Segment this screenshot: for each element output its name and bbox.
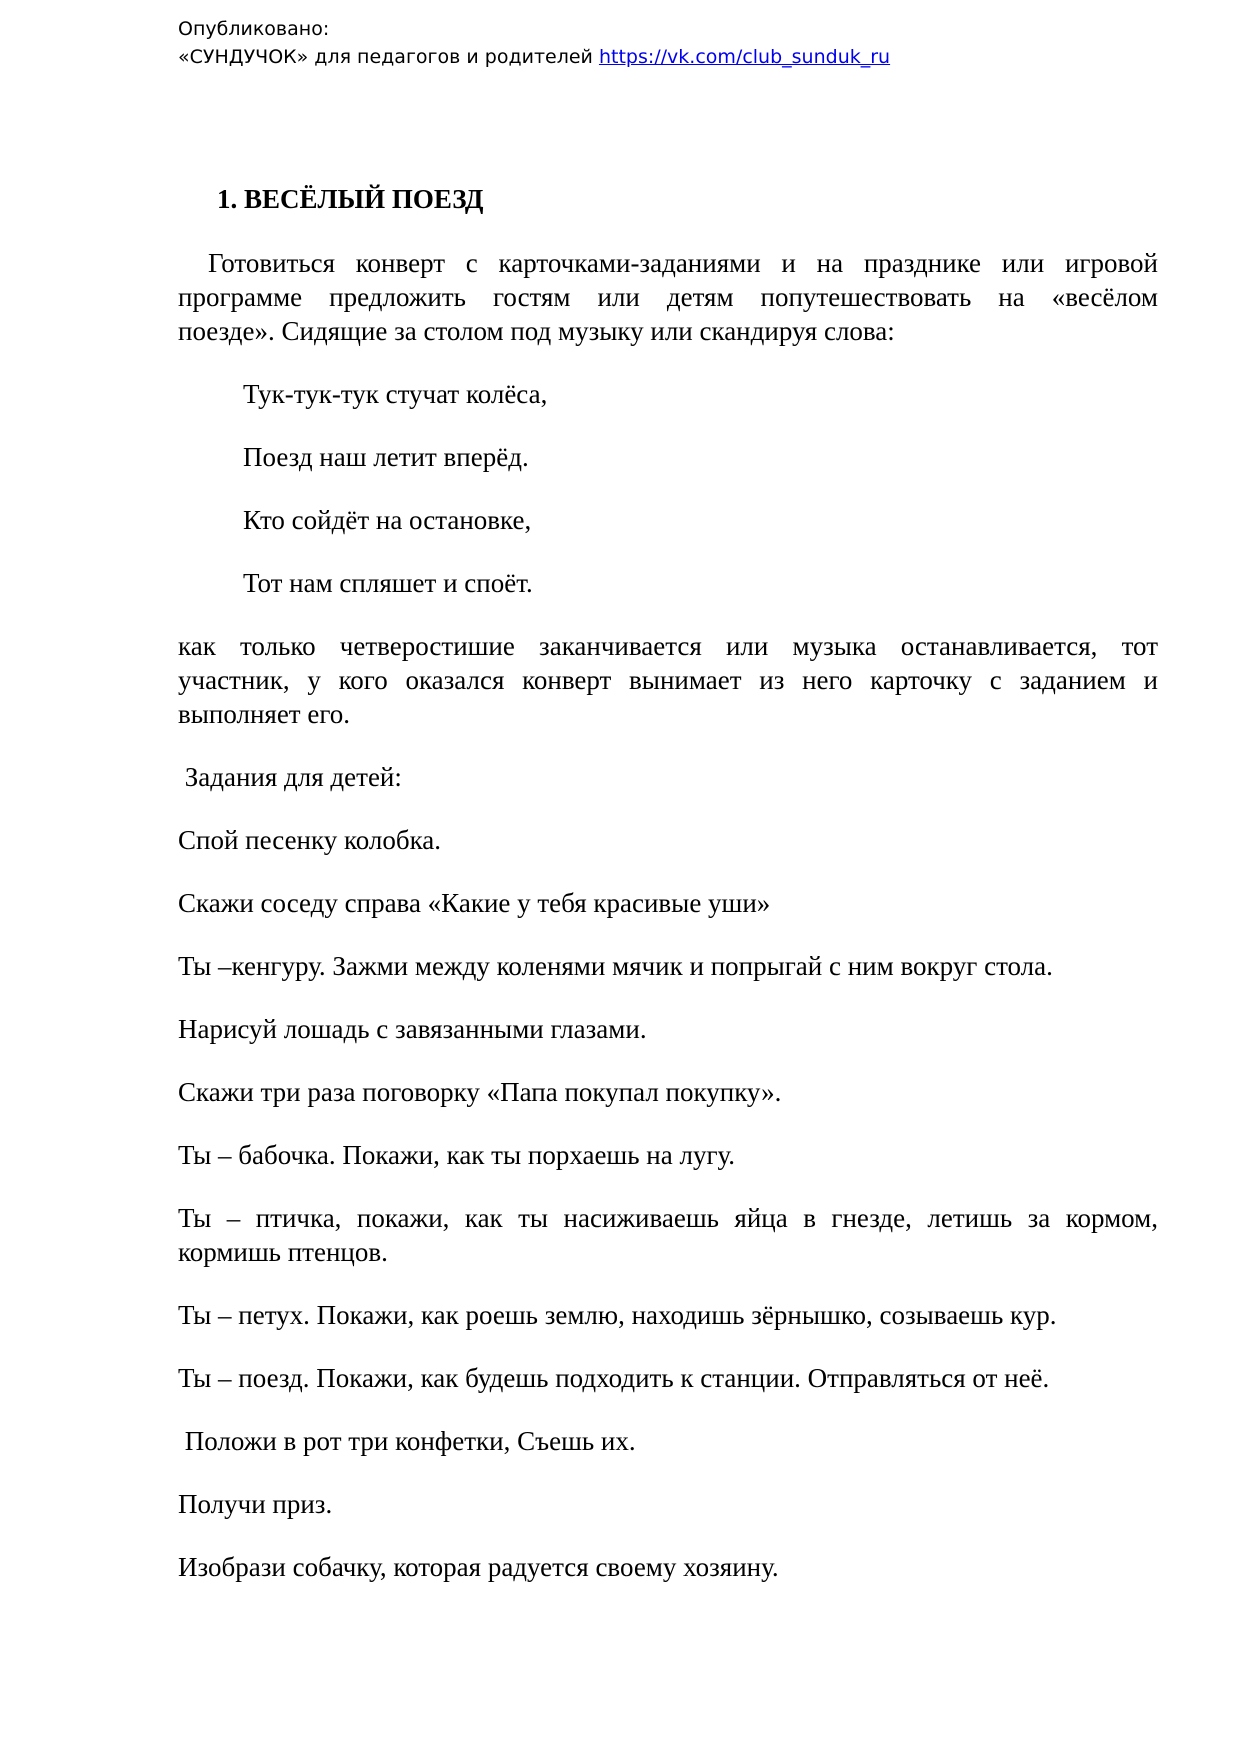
poem-line: Поезд наш летит вперёд. <box>243 442 529 472</box>
task-item: Изобрази собачку, которая радуется своему хозяину. <box>178 1552 779 1582</box>
publisher-line <box>178 43 890 71</box>
task-item: Нарисуй лошадь с завязанными глазами. <box>178 1014 647 1044</box>
task-bird-line-2: кормишь птенцов. <box>178 1237 388 1267</box>
task-item: Скажи соседу справа «Какие у тебя красивые уши» <box>178 888 771 918</box>
published-label: Опубликовано: <box>178 18 330 40</box>
task-item: Положи в рот три конфетки, Съешь их. <box>178 1426 636 1456</box>
task-item: Ты – поезд. Покажи, как будешь подходить к станции. Отправляться от неё. <box>178 1363 1050 1393</box>
poem-line: Тот нам спляшет и споёт. <box>243 568 533 598</box>
task-bird-line-1: Ты – птичка, покажи, как ты насиживаешь яйца в гнезде, летишь за кормом, <box>178 1203 1158 1233</box>
task-item: Ты – бабочка. Покажи, как ты порхаешь на лугу. <box>178 1140 736 1170</box>
section-title: 1. ВЕСЁЛЫЙ ПОЕЗД <box>217 184 484 214</box>
poem-line: Кто сойдёт на остановке, <box>243 505 532 535</box>
task-item: Ты –кенгуру. Зажми между коленями мячик и попрыгай с ним вокруг стола. <box>178 951 1053 981</box>
task-item: Спой песенку колобка. <box>178 825 442 855</box>
publication-header <box>178 15 890 71</box>
poem-line: Тук-тук-тук стучат колёса, <box>243 379 548 409</box>
after-poem-line-1: как только четверостишие заканчивается или музыка останавливается, тот <box>178 631 1158 661</box>
task-item: Скажи три раза поговорку «Папа покупал покупку». <box>178 1077 782 1107</box>
intro-line-2: программе предложить гостям или детям попутешествовать на «весёлом <box>178 282 1158 312</box>
publisher-link[interactable]: https://vk.com/club_sunduk_ru <box>598 46 891 68</box>
task-item: Получи приз. <box>178 1489 333 1519</box>
after-poem-line-2: участник, у кого оказался конверт вынимает из него карточку с заданием и <box>178 665 1158 695</box>
tasks-heading: Задания для детей: <box>178 762 402 792</box>
publisher-name: «СУНДУЧОК» для педагогов и родителей <box>178 46 599 68</box>
intro-line-3: поезде». Сидящие за столом под музыку или скандируя слова: <box>178 316 895 346</box>
task-item: Ты – петух. Покажи, как роешь землю, находишь зёрнышко, созываешь кур. <box>178 1300 1057 1330</box>
after-poem-line-3: выполняет его. <box>178 699 350 729</box>
intro-line-1: Готовиться конверт с карточками-заданиями и на празднике или игровой <box>208 248 1158 278</box>
